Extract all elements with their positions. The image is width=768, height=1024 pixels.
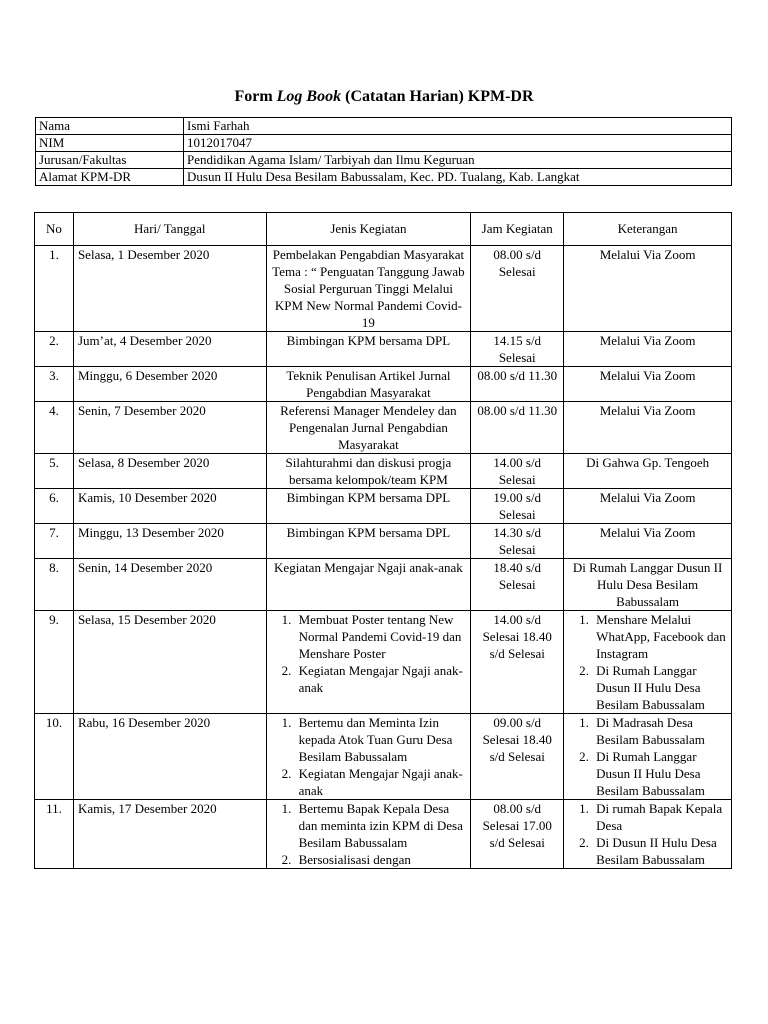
- activity-line: Bimbingan KPM bersama DPL: [286, 333, 451, 348]
- info-label: Jurusan/Fakultas: [36, 152, 184, 169]
- row-time: 18.40 s/d Selesai: [471, 559, 564, 611]
- table-row: [35, 559, 732, 611]
- info-row: [36, 135, 732, 152]
- info-label: Alamat KPM-DR: [36, 169, 184, 186]
- row-note: Melalui Via Zoom: [564, 332, 732, 367]
- row-activity: [266, 454, 471, 489]
- row-number: 1.: [35, 246, 74, 332]
- row-activity: [266, 611, 471, 714]
- row-activity: [266, 800, 471, 869]
- row-activity: [266, 367, 471, 402]
- table-row: [35, 332, 732, 367]
- activity-item-list: [271, 714, 467, 799]
- info-row: [36, 118, 732, 135]
- activity-item-list: [271, 800, 467, 868]
- activity-line: Kegiatan Mengajar Ngaji anak-anak: [274, 560, 463, 575]
- activity-item: 2. Kegiatan Mengajar Ngaji anak-anak: [295, 765, 467, 799]
- row-date: Jum’at, 4 Desember 2020: [73, 332, 266, 367]
- row-number: 2.: [35, 332, 74, 367]
- note-item: 2. Di Dusun II Hulu Desa Besilam Babussalam: [592, 834, 727, 868]
- activity-item: 1. Bertemu Bapak Kepala Desa dan meminta izin KPM di Desa Besilam Babussalam: [295, 800, 467, 851]
- header-note: Keterangan: [564, 213, 732, 246]
- row-note: Melalui Via Zoom: [564, 367, 732, 402]
- page-title: [0, 88, 768, 106]
- row-number: 6.: [35, 489, 74, 524]
- note-item: 1. Di Madrasah Desa Besilam Babussalam: [592, 714, 727, 748]
- log-body: [35, 246, 732, 869]
- row-date: Selasa, 1 Desember 2020: [73, 246, 266, 332]
- header-no: No: [35, 213, 74, 246]
- activity-line: Bimbingan KPM bersama DPL: [286, 525, 451, 540]
- note-item-list: [568, 800, 727, 868]
- info-value: Ismi Farhah: [184, 118, 732, 135]
- student-info-table: [35, 117, 732, 186]
- row-number: 5.: [35, 454, 74, 489]
- activity-line: Silahturahmi dan diskusi progja bersama kelompok/team KPM: [285, 455, 452, 487]
- log-book-table: [34, 212, 732, 869]
- row-date: Kamis, 10 Desember 2020: [73, 489, 266, 524]
- row-activity: [266, 524, 471, 559]
- note-item: 2. Di Rumah Langgar Dusun II Hulu Desa Besilam Babussalam: [592, 662, 727, 713]
- row-number: 11.: [35, 800, 74, 869]
- info-value: Dusun II Hulu Desa Besilam Babussalam, Kec. PD. Tualang, Kab. Langkat: [184, 169, 732, 186]
- activity-line: Bimbingan KPM bersama DPL: [286, 490, 451, 505]
- row-time: 08.00 s/d 11.30: [471, 402, 564, 454]
- row-number: 10.: [35, 714, 74, 800]
- row-activity: [266, 402, 471, 454]
- note-item: 1. Di rumah Bapak Kepala Desa: [592, 800, 727, 834]
- row-time: 14.00 s/d Selesai 18.40 s/d Selesai: [471, 611, 564, 714]
- info-value: Pendidikan Agama Islam/ Tarbiyah dan Ilmu Keguruan: [184, 152, 732, 169]
- row-number: 4.: [35, 402, 74, 454]
- header-activity: Jenis Kegiatan: [266, 213, 471, 246]
- row-activity: [266, 489, 471, 524]
- row-activity: [266, 714, 471, 800]
- table-row: [35, 402, 732, 454]
- row-note: Melalui Via Zoom: [564, 246, 732, 332]
- row-note: Melalui Via Zoom: [564, 402, 732, 454]
- row-date: Minggu, 6 Desember 2020: [73, 367, 266, 402]
- activity-line: Pembelakan Pengabdian Masyarakat: [272, 247, 465, 262]
- row-note: [564, 611, 732, 714]
- row-note: Melalui Via Zoom: [564, 489, 732, 524]
- activity-item-list: [271, 611, 467, 696]
- row-date: Selasa, 8 Desember 2020: [73, 454, 266, 489]
- row-number: 3.: [35, 367, 74, 402]
- activity-item: 1. Bertemu dan Meminta Izin kepada Atok Tuan Guru Desa Besilam Babussalam: [295, 714, 467, 765]
- note-item-list: [568, 611, 727, 713]
- table-row: [35, 524, 732, 559]
- row-time: 08.00 s/d Selesai: [471, 246, 564, 332]
- row-time: 09.00 s/d Selesai 18.40 s/d Selesai: [471, 714, 564, 800]
- title-suffix: (Catatan Harian) KPM-DR: [341, 88, 534, 105]
- row-time: 14.00 s/d Selesai: [471, 454, 564, 489]
- table-row: [35, 714, 732, 800]
- table-row: [35, 454, 732, 489]
- row-date: Minggu, 13 Desember 2020: [73, 524, 266, 559]
- activity-line: Tema : “ Penguatan Tanggung Jawab Sosial Perguruan Tinggi Melalui KPM New Normal Pandemi Covid-19: [272, 264, 465, 330]
- row-note: Di Rumah Langgar Dusun II Hulu Desa Besilam Babussalam: [564, 559, 732, 611]
- row-note: Di Gahwa Gp. Tengoeh: [564, 454, 732, 489]
- row-time: 14.30 s/d Selesai: [471, 524, 564, 559]
- table-row: [35, 489, 732, 524]
- row-note: [564, 800, 732, 869]
- note-item-list: [568, 714, 727, 799]
- row-date: Kamis, 17 Desember 2020: [73, 800, 266, 869]
- row-date: Senin, 7 Desember 2020: [73, 402, 266, 454]
- row-date: Rabu, 16 Desember 2020: [73, 714, 266, 800]
- activity-item: 2. Bersosialisasi dengan: [295, 851, 467, 868]
- row-time: 14.15 s/d Selesai: [471, 332, 564, 367]
- table-row: [35, 800, 732, 869]
- row-time: 08.00 s/d 11.30: [471, 367, 564, 402]
- info-row: [36, 169, 732, 186]
- table-row: [35, 611, 732, 714]
- header-date: Hari/ Tanggal: [73, 213, 266, 246]
- row-date: Selasa, 15 Desember 2020: [73, 611, 266, 714]
- info-label: Nama: [36, 118, 184, 135]
- info-label: NIM: [36, 135, 184, 152]
- row-time: 19.00 s/d Selesai: [471, 489, 564, 524]
- log-header-row: [35, 213, 732, 246]
- note-item: 2. Di Rumah Langgar Dusun II Hulu Desa Besilam Babussalam: [592, 748, 727, 799]
- note-item: 1. Menshare Melalui WhatApp, Facebook dan Instagram: [592, 611, 727, 662]
- row-note: [564, 714, 732, 800]
- row-number: 7.: [35, 524, 74, 559]
- row-time: 08.00 s/d Selesai 17.00 s/d Selesai: [471, 800, 564, 869]
- info-value: 1012017047: [184, 135, 732, 152]
- title-italic: Log Book: [276, 88, 342, 105]
- row-number: 8.: [35, 559, 74, 611]
- info-row: [36, 152, 732, 169]
- row-activity: [266, 559, 471, 611]
- activity-line: Referensi Manager Mendeley dan Pengenalan Jurnal Pengabdian Masyarakat: [280, 403, 457, 452]
- row-note: Melalui Via Zoom: [564, 524, 732, 559]
- row-number: 9.: [35, 611, 74, 714]
- activity-line: Teknik Penulisan Artikel Jurnal Pengabdian Masyarakat: [286, 368, 451, 400]
- row-activity: [266, 246, 471, 332]
- row-date: Senin, 14 Desember 2020: [73, 559, 266, 611]
- row-activity: [266, 332, 471, 367]
- activity-item: 1. Membuat Poster tentang New Normal Pandemi Covid-19 dan Menshare Poster: [295, 611, 467, 662]
- table-row: [35, 246, 732, 332]
- header-time: Jam Kegiatan: [471, 213, 564, 246]
- table-row: [35, 367, 732, 402]
- activity-item: 2. Kegiatan Mengajar Ngaji anak-anak: [295, 662, 467, 696]
- title-prefix: Form: [234, 88, 277, 105]
